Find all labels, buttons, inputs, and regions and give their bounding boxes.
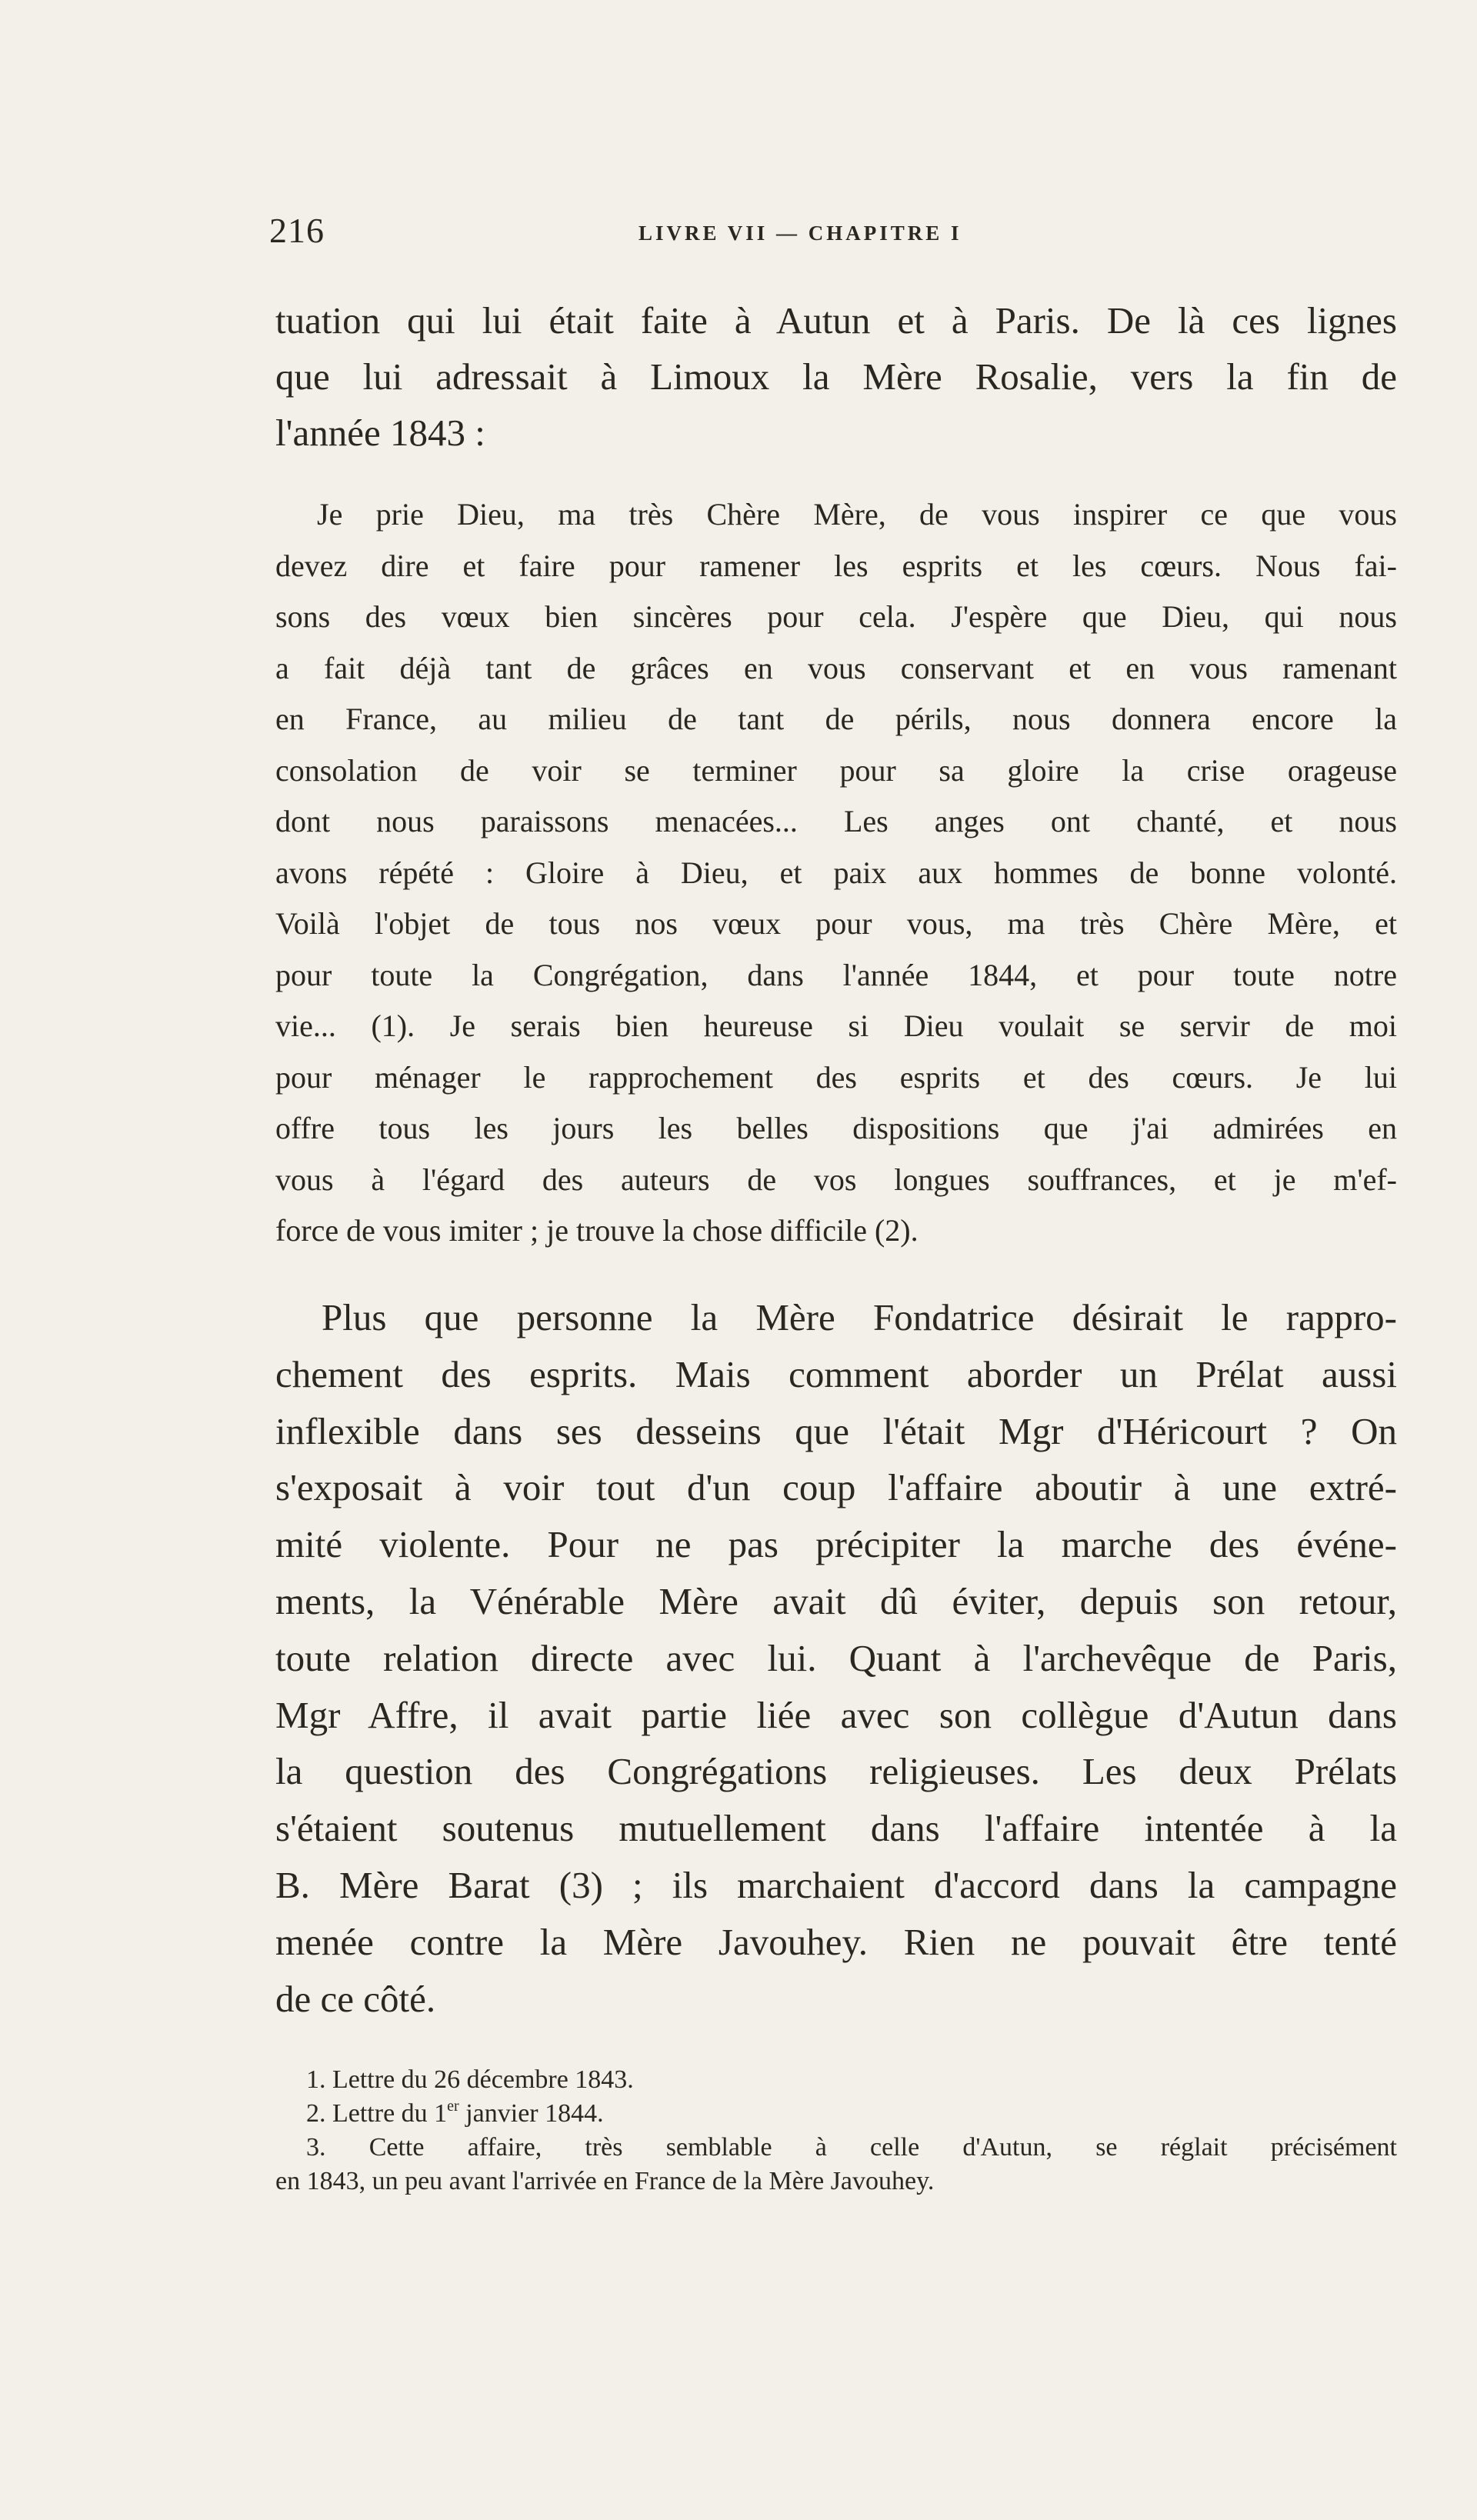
- footnote-2-superscript: er: [447, 2098, 459, 2115]
- page-number: 216: [269, 211, 325, 250]
- footnotes: [275, 2063, 1397, 2198]
- quote-line: offre tous les jours les belles dispositions que j'ai admirées en: [275, 1111, 1397, 1145]
- text-line: l'année 1843 :: [275, 412, 485, 454]
- quote-line: avons répété : Gloire à Dieu, et paix aux hommes de bonne volonté.: [275, 855, 1397, 890]
- body-paragraph: [275, 1289, 1397, 2027]
- text-line: mité violente. Pour ne pas précipiter la marche des événe-: [275, 1523, 1397, 1566]
- text-line: s'exposait à voir tout d'un coup l'affaire aboutir à une extré-: [275, 1466, 1397, 1509]
- quote-line: pour ménager le rapprochement des esprits et des cœurs. Je lui: [275, 1059, 1397, 1095]
- text-line: s'étaient soutenus mutuellement dans l'affaire intentée à la: [275, 1807, 1397, 1850]
- quote-line: force de vous imiter ; je trouve la chose difficile (2).: [275, 1213, 919, 1248]
- quote-line: consolation de voir se terminer pour sa gloire la crise orageuse: [275, 752, 1397, 788]
- quote-line: pour toute la Congrégation, dans l'année 1844, et pour toute notre: [275, 957, 1397, 992]
- quote-line: sons des vœux bien sincères pour cela. J'espère que Dieu, qui nous: [275, 599, 1397, 634]
- quote-line: a fait déjà tant de grâces en vous conservant et en vous ramenant: [275, 650, 1397, 685]
- quoted-letter: [275, 489, 1397, 1257]
- text-line: B. Mère Barat (3) ; ils marchaient d'accord dans la campagne: [275, 1863, 1397, 1906]
- quote-line: vous à l'égard des auteurs de vos longues souffrances, et je m'ef-: [275, 1162, 1397, 1197]
- running-head: LIVRE VII — CHAPITRE I: [638, 222, 962, 245]
- footnote-2-text: 2. Lettre du 1: [306, 2099, 448, 2128]
- text-line: inflexible dans ses desseins que l'était Mgr d'Héricourt ? On: [275, 1409, 1397, 1452]
- text-line: toute relation directe avec lui. Quant à l'archevêque de Paris,: [275, 1636, 1397, 1679]
- footnote-2-text-end: janvier 1844.: [458, 2099, 604, 2128]
- text-line: que lui adressait à Limoux la Mère Rosalie, vers la fin de: [275, 355, 1397, 398]
- text-line: Mgr Affre, il avait partie liée avec son collègue d'Autun dans: [275, 1693, 1397, 1736]
- footnote-3-line-2: en 1843, un peu avant l'arrivée en France de la Mère Javouhey.: [275, 2167, 935, 2195]
- quote-line: Voilà l'objet de tous nos vœux pour vous, ma très Chère Mère, et: [275, 906, 1397, 941]
- text-line: tuation qui lui était faite à Autun et à Paris. De là ces lignes: [275, 299, 1397, 342]
- text-line: ments, la Vénérable Mère avait dû éviter, depuis son retour,: [275, 1579, 1397, 1622]
- text-line: la question des Congrégations religieuses. Les deux Prélats: [275, 1750, 1397, 1793]
- quote-line: dont nous paraissons menacées... Les anges ont chanté, et nous: [275, 804, 1397, 838]
- text-line: Plus que personne la Mère Fondatrice désirait le rappro-: [322, 1296, 1397, 1338]
- quote-line: en France, au milieu de tant de périls, nous donnera encore la: [275, 702, 1397, 736]
- footnote-2: [275, 2097, 1397, 2131]
- text-line: menée contre la Mère Javouhey. Rien ne pouvait être tenté: [275, 1920, 1397, 1963]
- quote-line: Je prie Dieu, ma très Chère Mère, de vous inspirer ce que vous: [317, 497, 1397, 532]
- text-line: de ce côté.: [275, 1977, 436, 2020]
- intro-paragraph: [275, 292, 1397, 461]
- page-header: [269, 208, 1400, 254]
- quote-line: vie... (1). Je serais bien heureuse si Dieu voulait se servir de moi: [275, 1008, 1397, 1043]
- quote-line: devez dire et faire pour ramener les esprits et les cœurs. Nous fai-: [275, 548, 1397, 583]
- footnote-1: 1. Lettre du 26 décembre 1843.: [306, 2065, 634, 2094]
- text-line: chement des esprits. Mais comment aborder un Prélat aussi: [275, 1352, 1397, 1395]
- footnote-3-line-1: 3. Cette affaire, très semblable à celle d'Autun, se réglait précisément: [306, 2133, 1397, 2162]
